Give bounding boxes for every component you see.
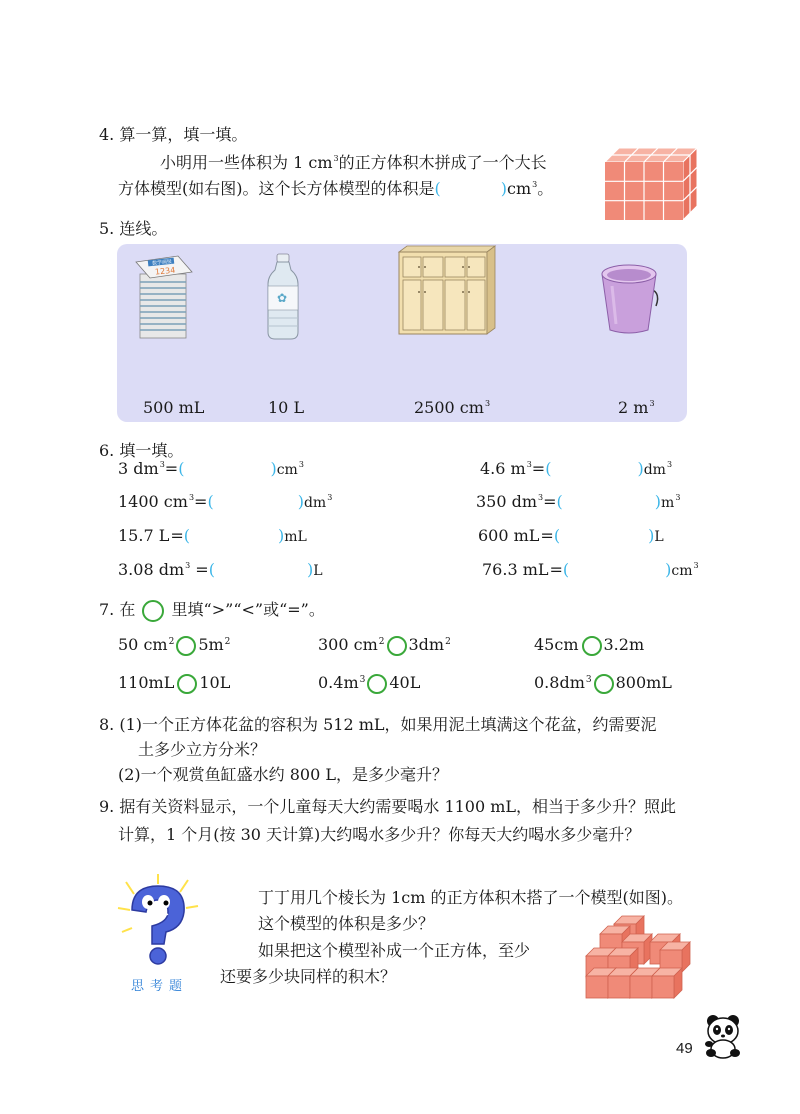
- cabinet-icon[interactable]: [397, 244, 497, 336]
- svg-text:✿: ✿: [277, 291, 288, 305]
- q4-unit: cm: [507, 179, 532, 198]
- book-stack-icon[interactable]: [134, 252, 194, 340]
- q6-item-7: 3.08 $dm^3$ =( )L: [118, 560, 323, 579]
- compare-circle-answer[interactable]: [594, 674, 614, 694]
- label-2m3[interactable]: 2 $m^3$: [618, 398, 655, 417]
- question-mark-mascot-icon: [112, 872, 204, 970]
- compare-circle-answer[interactable]: [387, 636, 407, 656]
- panda-icon: [703, 1013, 745, 1059]
- q6-item-5: 15.7 L=( )mL: [118, 526, 307, 545]
- q5-heading: 5. 连线。: [99, 219, 168, 238]
- q7-heading: 7. 在 里填“>”“<”或“=”。: [99, 597, 325, 622]
- label-10l[interactable]: 10 L: [268, 398, 305, 417]
- q4-end: 。: [537, 179, 554, 198]
- q4-line1-sup: 3: [333, 154, 339, 163]
- q7-item-3: 45cm 3.2m: [534, 635, 645, 654]
- label-500ml[interactable]: 500 mL: [143, 398, 205, 417]
- q9-line2: 计算，1 个月(按 30 天计算)大约喝水多少升？你每天大约喝水多少毫升？: [118, 825, 641, 844]
- q7-item-4: 110mL 10L: [118, 673, 231, 692]
- think-line1: 丁丁用几个棱长为 1cm 的正方体积木搭了一个模型(如图)。: [258, 888, 683, 907]
- think-line2: 这个模型的体积是多少？: [258, 914, 435, 933]
- q6-item-3: 1400 $cm^3=$( )$dm^3$: [118, 492, 333, 511]
- compare-circle-answer[interactable]: [582, 636, 602, 656]
- q8-line2: 土多少立方分米？: [138, 740, 267, 759]
- q6-item-1: 3 $dm^3=$( )$cm^3$: [118, 459, 304, 478]
- q4-unit-sup: 3: [532, 180, 538, 189]
- compare-circle-answer[interactable]: [176, 636, 196, 656]
- label-2500cm3[interactable]: 2500 $cm^3$: [414, 398, 491, 417]
- answer-paren-close: ): [270, 459, 277, 478]
- bucket-icon[interactable]: [596, 260, 664, 336]
- q8-line3: (2)一个观赏鱼缸盛水约 800 L，是多少毫升？: [118, 765, 449, 784]
- think-line4: 还要多少块同样的积木？: [220, 967, 397, 986]
- q7-item-6: $0.8dm^3$ 800mL: [534, 673, 672, 692]
- compare-circle-answer[interactable]: [177, 674, 197, 694]
- think-line3: 如果把这个模型补成一个正方体，至少: [258, 941, 531, 960]
- svg-text:1234: 1234: [154, 265, 176, 277]
- q6-item-8: 76.3 mL=( )$cm^3$: [482, 560, 699, 579]
- book-cover-title: 数学画报: [151, 258, 173, 267]
- cube-model-illustration: [580, 912, 702, 1000]
- compare-circle-icon: [142, 600, 164, 622]
- q4-text-line1: [160, 150, 547, 173]
- q4-answer-paren-close: ): [500, 179, 507, 198]
- q7-item-5: $0.4m^3$ 40L: [318, 673, 421, 692]
- q4-line2-a: 方体模型(如右图)。这个长方体模型的体积是: [118, 179, 435, 198]
- q6-item-6: 600 mL=( )L: [478, 526, 664, 545]
- q4-line1-b: 的正方体积木拼成了一个大长: [338, 153, 547, 172]
- q6-item-4: 350 $dm^3=$( )$m^3$: [476, 492, 681, 511]
- q7-item-2: 300 $cm^2$ $3dm^2$: [318, 635, 451, 654]
- page-number: 49: [676, 1040, 693, 1057]
- q7-item-1: 50 $cm^2$ $5m^2$: [118, 635, 231, 654]
- q4-heading: 4. 算一算，填一填。: [99, 125, 248, 144]
- answer-paren-open: (: [178, 459, 185, 478]
- q4-text-line2: [118, 176, 553, 199]
- compare-circle-answer[interactable]: [367, 674, 387, 694]
- q6-heading: 6. 填一填。: [99, 441, 184, 460]
- q4-answer-paren-open: (: [434, 179, 441, 198]
- q6-item-2: 4.6 $m^3=$( )$dm^3$: [480, 459, 673, 478]
- water-bottle-icon[interactable]: [264, 252, 302, 342]
- q9-line1: 9. 据有关资料显示，一个儿童每天大约需要喝水 1100 mL，相当于多少升？照此: [99, 797, 677, 816]
- q8-line1: 8. (1)一个正方体花盆的容积为 512 mL，如果用泥土填满这个花盆，约需要泥: [99, 715, 657, 734]
- think-question-label: 思考题: [131, 979, 189, 994]
- cuboid-model-illustration: [603, 146, 698, 222]
- q4-line1-a: 小明用一些体积为 1 cm: [160, 153, 333, 172]
